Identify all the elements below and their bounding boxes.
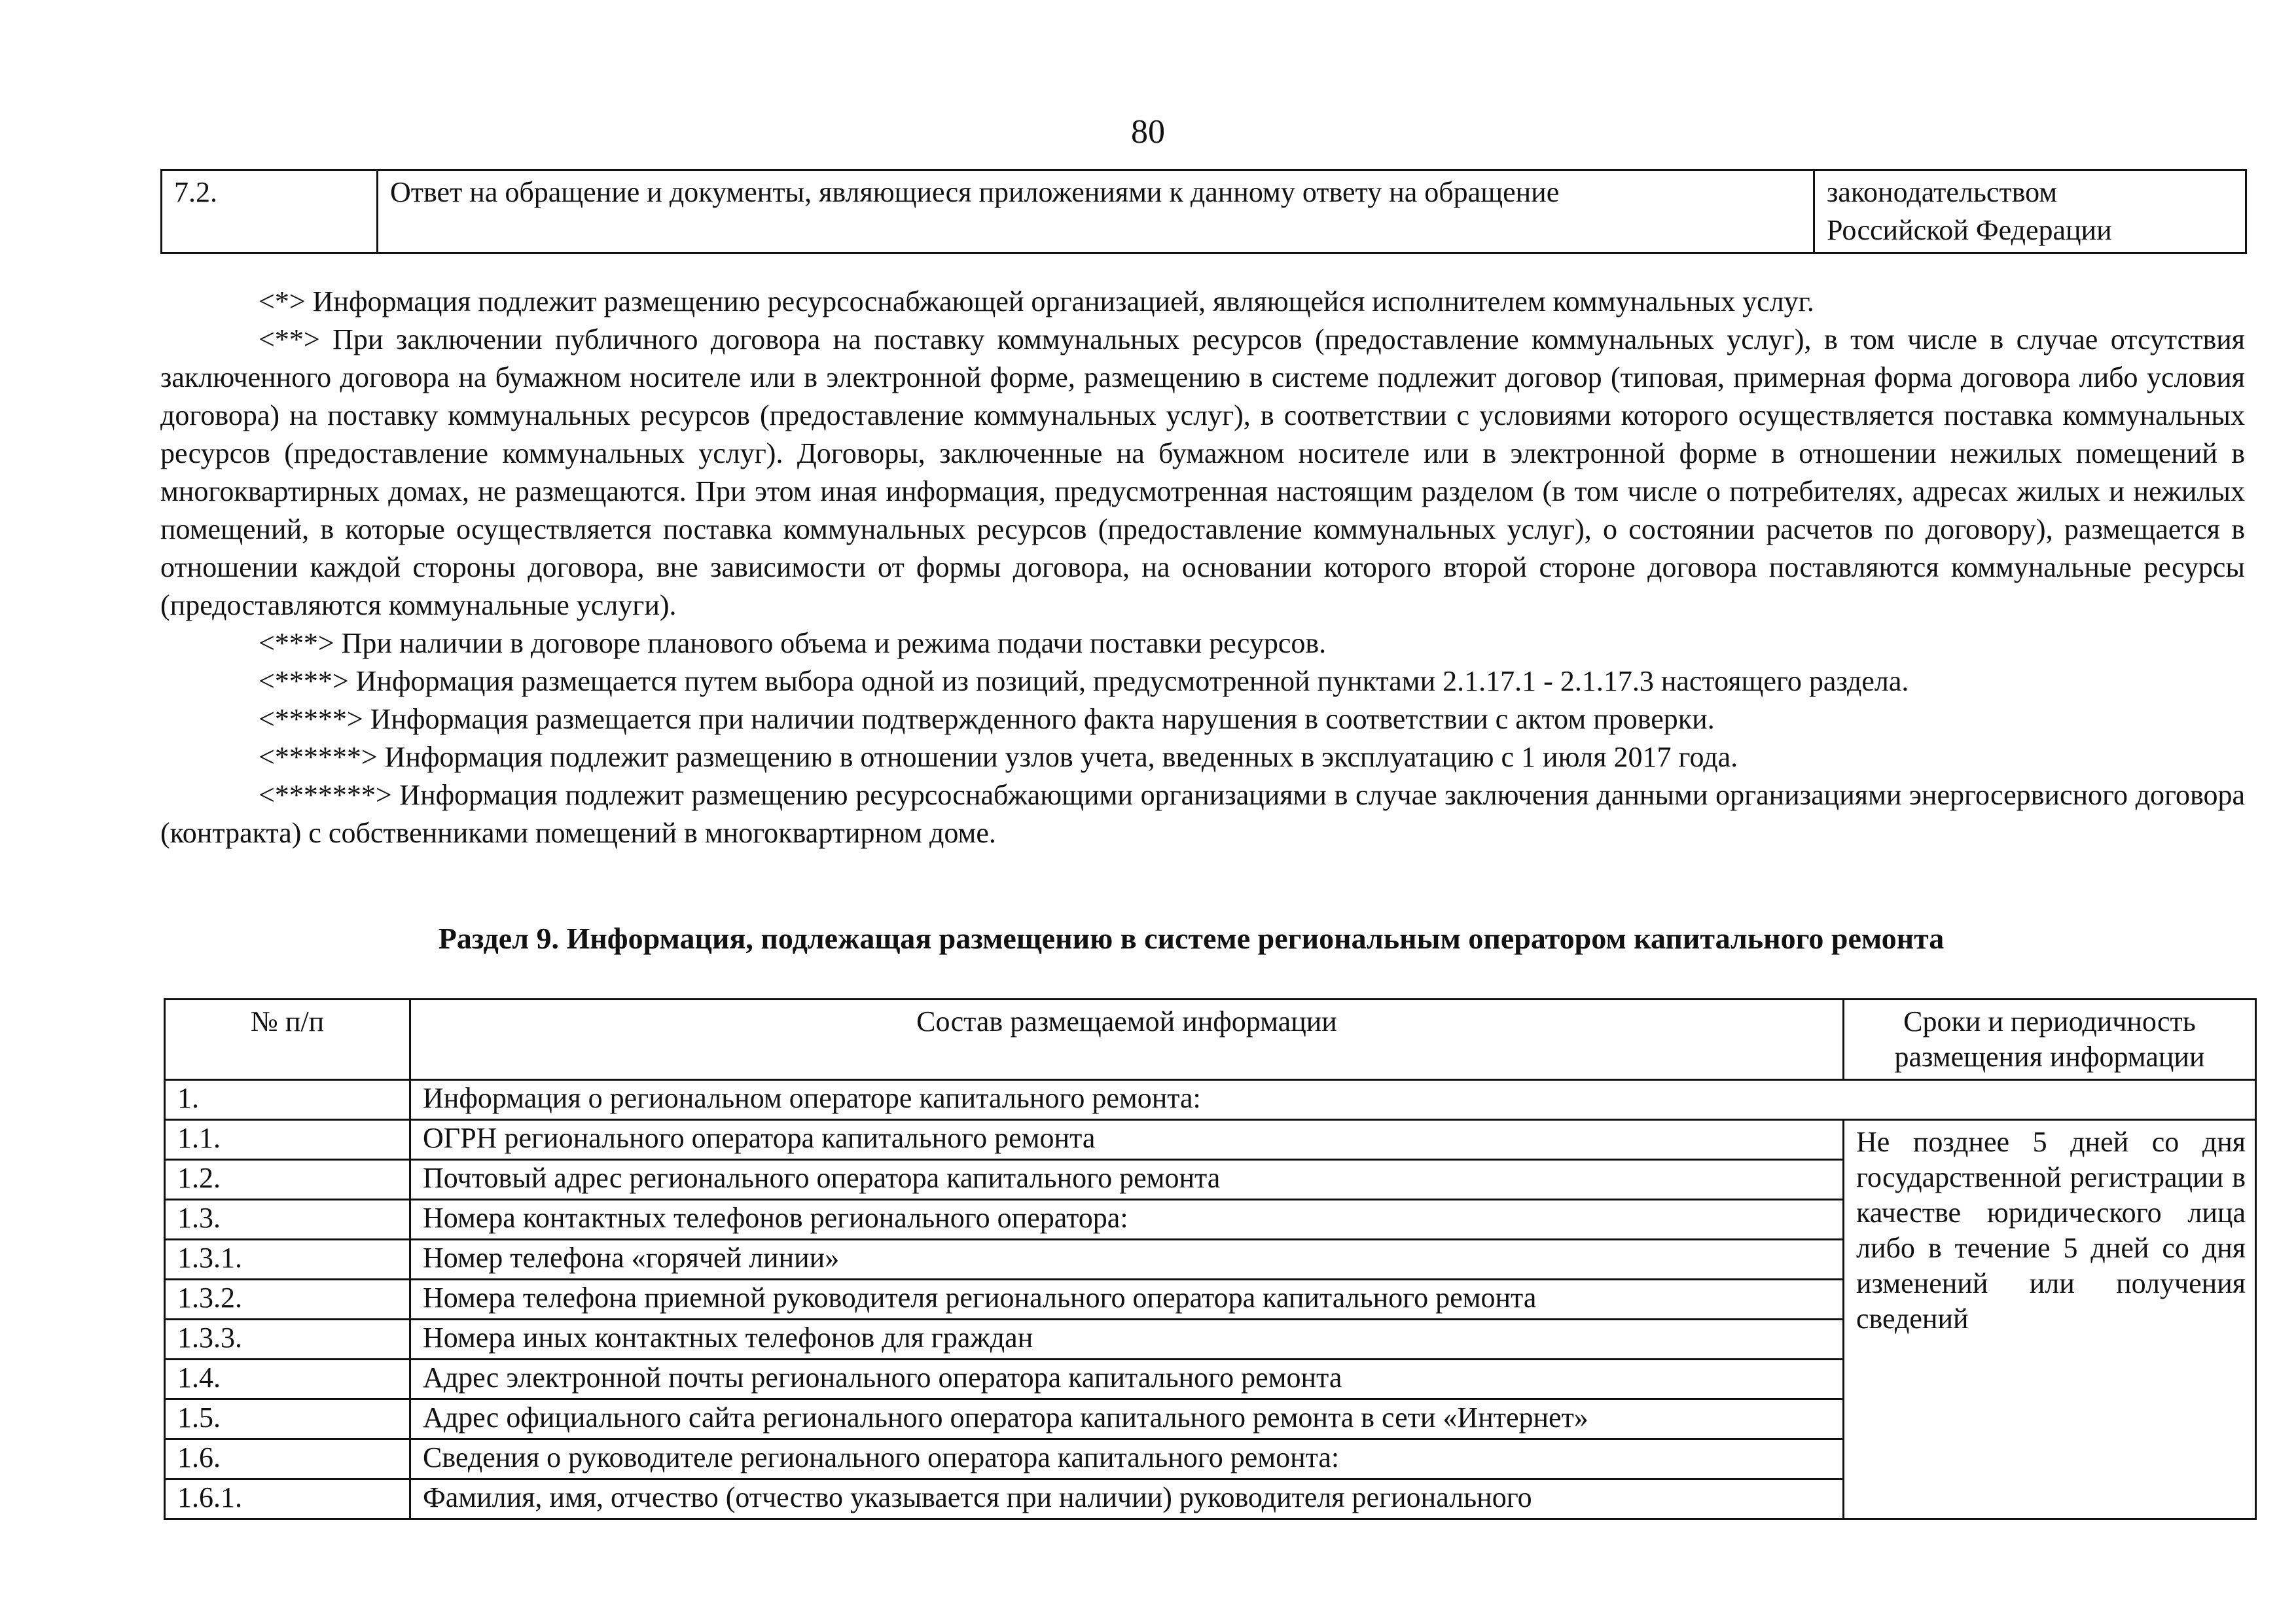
footnotes [160, 283, 2245, 852]
header-deadline: Сроки и периодичность размещения информации [1844, 1000, 2256, 1080]
row-content: ОГРН регионального оператора капитального ремонта [410, 1120, 1844, 1160]
row-content: Адрес официального сайта регионального оператора капитального ремонта в сети «Интернет» [410, 1399, 1844, 1439]
table-row [162, 170, 2246, 253]
footnote: <*****> Информация размещается при наличии подтвержденного факта нарушения в соответствии с актом проверки. [259, 703, 1715, 735]
table-section-row [165, 1080, 2256, 1120]
row-number: 1.3.2. [165, 1280, 410, 1320]
row-content: Почтовый адрес регионального оператора капитального ремонта [410, 1160, 1844, 1200]
row-deadline: Не позднее 5 дней со дня государственной регистрации в качестве юридического лица либо в течение 5 дней со дня изменений или получения сведений [1844, 1120, 2256, 1519]
row-content: Номер телефона «горячей линии» [410, 1240, 1844, 1280]
footnote: <***> При наличии в договоре планового объема и режима подачи поставки ресурсов. [259, 627, 1327, 659]
row-number: 7.2. [162, 170, 378, 253]
row-number: 1.3.1. [165, 1240, 410, 1280]
row-number: 1.4. [165, 1360, 410, 1399]
header-number: № п/п [165, 1000, 410, 1080]
footnote: <*> Информация подлежит размещению ресурсоснабжающей организацией, являющейся исполнителем коммунальных услуг. [259, 285, 1814, 317]
row-content: Ответ на обращение и документы, являющиеся приложениями к данному ответу на обращение [378, 170, 1814, 253]
row-number: 1. [165, 1080, 410, 1120]
row-content: Информация о региональном операторе капитального ремонта: [410, 1080, 2256, 1120]
row-content: Фамилия, имя, отчество (отчество указывается при наличии) руководителя регионального [410, 1479, 1844, 1519]
row-content: Адрес электронной почты регионального оператора капитального ремонта [410, 1360, 1844, 1399]
section-title: Раздел 9. Информация, подлежащая размещению в системе региональным оператором капитального ремонта [438, 922, 1945, 955]
top-table [160, 169, 2247, 254]
row-number: 1.3. [165, 1200, 410, 1240]
main-table [164, 998, 2257, 1520]
row-number: 1.2. [165, 1160, 410, 1200]
deadline-line: Российской Федерации [1827, 214, 2112, 246]
row-content: Номера иных контактных телефонов для граждан [410, 1320, 1844, 1360]
row-content: Сведения о руководителе регионального оператора капитального ремонта: [410, 1439, 1844, 1479]
footnote: <****> Информация размещается путем выбора одной из позиций, предусмотренной пунктами 2.1.17.1 - 2.1.17.3 настоящего раздела. [259, 665, 1909, 697]
row-number: 1.6. [165, 1439, 410, 1479]
row-content: Номера контактных телефонов регионального оператора: [410, 1200, 1844, 1240]
deadline-line: законодательством [1827, 176, 2058, 208]
header-content: Состав размещаемой информации [410, 1000, 1844, 1080]
page-number: 80 [1131, 113, 1165, 151]
footnote: <*******> Информация подлежит размещению ресурсоснабжающими организациями в случае заключения данными организациями энергосервисного договора (контракта) с собственниками помещений в многоквартирном доме. [160, 779, 2245, 849]
table-header-row [165, 1000, 2256, 1080]
row-number: 1.1. [165, 1120, 410, 1160]
footnote: <******> Информация подлежит размещению в отношении узлов учета, введенных в эксплуатацию с 1 июля 2017 года. [259, 741, 1738, 773]
row-content: Номера телефона приемной руководителя регионального оператора капитального ремонта [410, 1280, 1844, 1320]
row-number: 1.6.1. [165, 1479, 410, 1519]
row-deadline [1814, 170, 2246, 253]
row-number: 1.5. [165, 1399, 410, 1439]
row-number: 1.3.3. [165, 1320, 410, 1360]
table-row [165, 1120, 2256, 1160]
footnote: <**> При заключении публичного договора на поставку коммунальных ресурсов (предоставление коммунальных услуг), в том числе в случае отсутствия заключенного договора на бумажном носителе или в электронной форме, размещению в системе подлежит договор (типовая, примерная форма договора либо условия договора) на поставку коммунальных ресурсов (предоставление коммунальных услуг), в соответствии с условиями которого осуществляется поставка коммунальных ресурсов (предоставление коммунальных услуг). Договоры, заключенные на бумажном носителе или в электронной форме в отношении нежилых помещений в многоквартирных домах, не размещаются. При этом иная информация, предусмотренная настоящим разделом (в том числе о потребителях, адресах жилых и нежилых помещений, в которые осуществляется поставка коммунальных ресурсов (предоставление коммунальных услуг), о состоянии расчетов по договору), размещается в отношении каждой стороны договора, вне зависимости от формы договора, на основании которого второй стороне договора поставляются коммунальные ресурсы (предоставляются коммунальные услуги). [160, 323, 2245, 621]
